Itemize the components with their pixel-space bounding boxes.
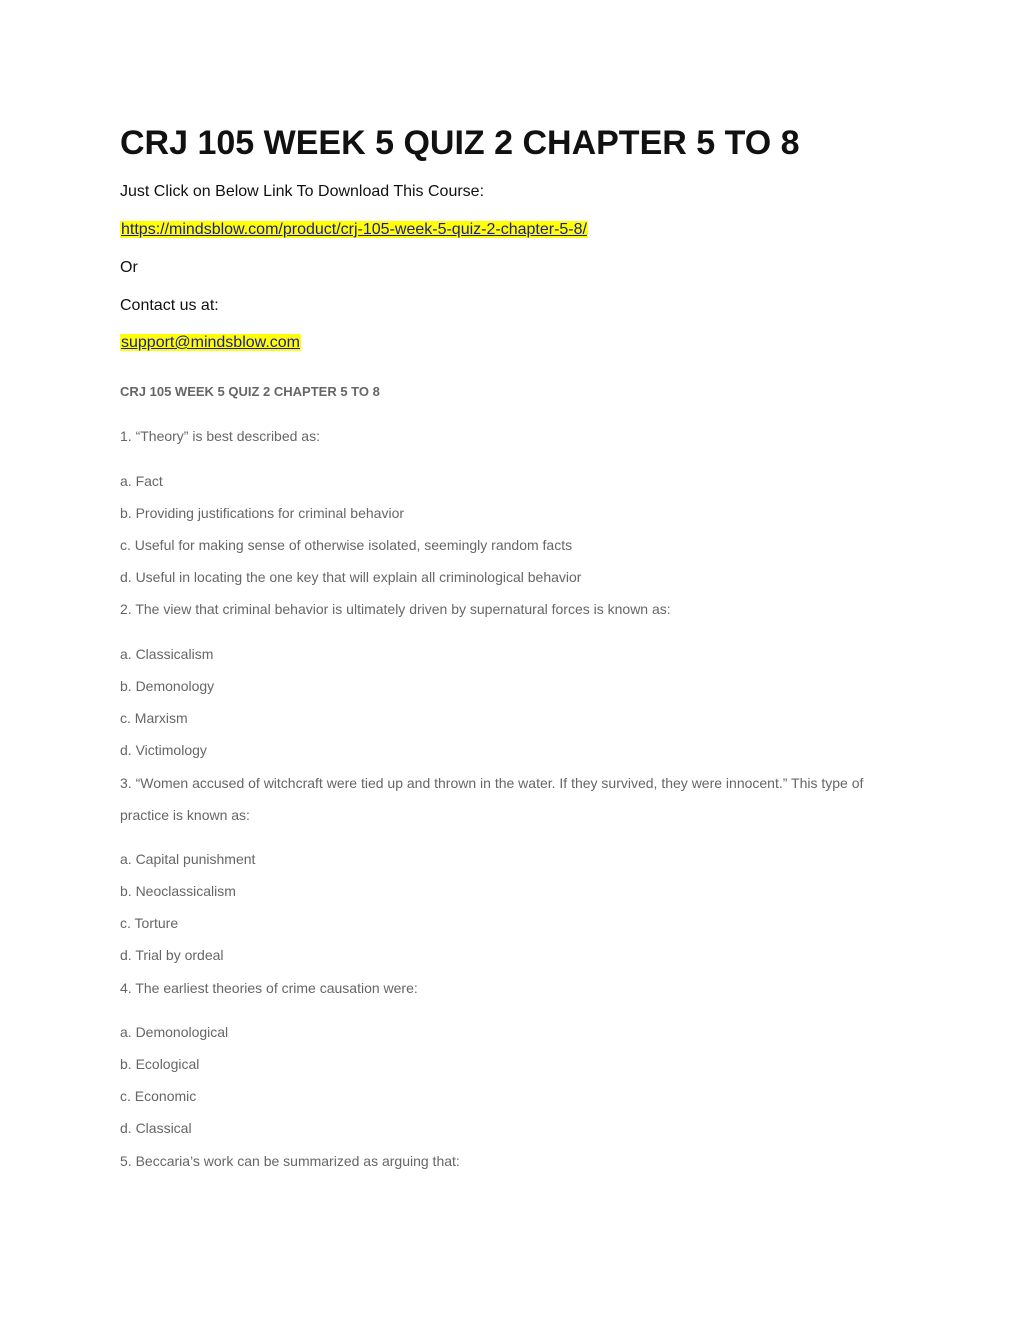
option-2a: a. Classicalism	[120, 646, 214, 662]
option-1a: a. Fact	[120, 473, 163, 489]
document-title: CRJ 105 WEEK 5 QUIZ 2 CHAPTER 5 TO 8	[120, 124, 800, 162]
email-line	[120, 334, 301, 352]
intro-text: Just Click on Below Link To Download This Course:	[120, 183, 485, 200]
option-2c: c. Marxism	[120, 710, 188, 726]
download-link[interactable]: https://mindsblow.com/product/crj-105-week-5-quiz-2-chapter-5-8/	[121, 221, 587, 238]
contact-text: Contact us at:	[120, 297, 219, 314]
option-3c: c. Torture	[120, 915, 179, 931]
option-4b: b. Ecological	[120, 1056, 200, 1072]
question-4: 4. The earliest theories of crime causation were:	[120, 980, 418, 996]
download-link-line	[120, 221, 588, 239]
option-1d: d. Useful in locating the one key that will explain all criminological behavior	[120, 569, 582, 585]
question-5: 5. Beccaria’s work can be summarized as arguing that:	[120, 1153, 460, 1169]
question-2: 2. The view that criminal behavior is ultimately driven by supernatural forces is known as:	[120, 601, 671, 617]
quiz-sub-heading: CRJ 105 WEEK 5 QUIZ 2 CHAPTER 5 TO 8	[120, 384, 380, 399]
option-4a: a. Demonological	[120, 1024, 229, 1040]
option-2d: d. Victimology	[120, 742, 207, 758]
option-2b: b. Demonology	[120, 678, 215, 694]
option-4c: c. Economic	[120, 1088, 197, 1104]
or-text: Or	[120, 259, 138, 276]
email-link[interactable]: support@mindsblow.com	[121, 334, 300, 351]
question-1: 1. “Theory” is best described as:	[120, 428, 320, 444]
option-1c: c. Useful for making sense of otherwise isolated, seemingly random facts	[120, 537, 573, 553]
option-3a: a. Capital punishment	[120, 851, 256, 867]
option-3d: d. Trial by ordeal	[120, 947, 224, 963]
question-3: 3. “Women accused of witchcraft were tied up and thrown in the water. If they survived, they were innocent.” This type of practice is known as:	[120, 775, 864, 823]
option-3b: b. Neoclassicalism	[120, 883, 236, 899]
option-4d: d. Classical	[120, 1120, 192, 1136]
option-1b: b. Providing justifications for criminal behavior	[120, 505, 405, 521]
